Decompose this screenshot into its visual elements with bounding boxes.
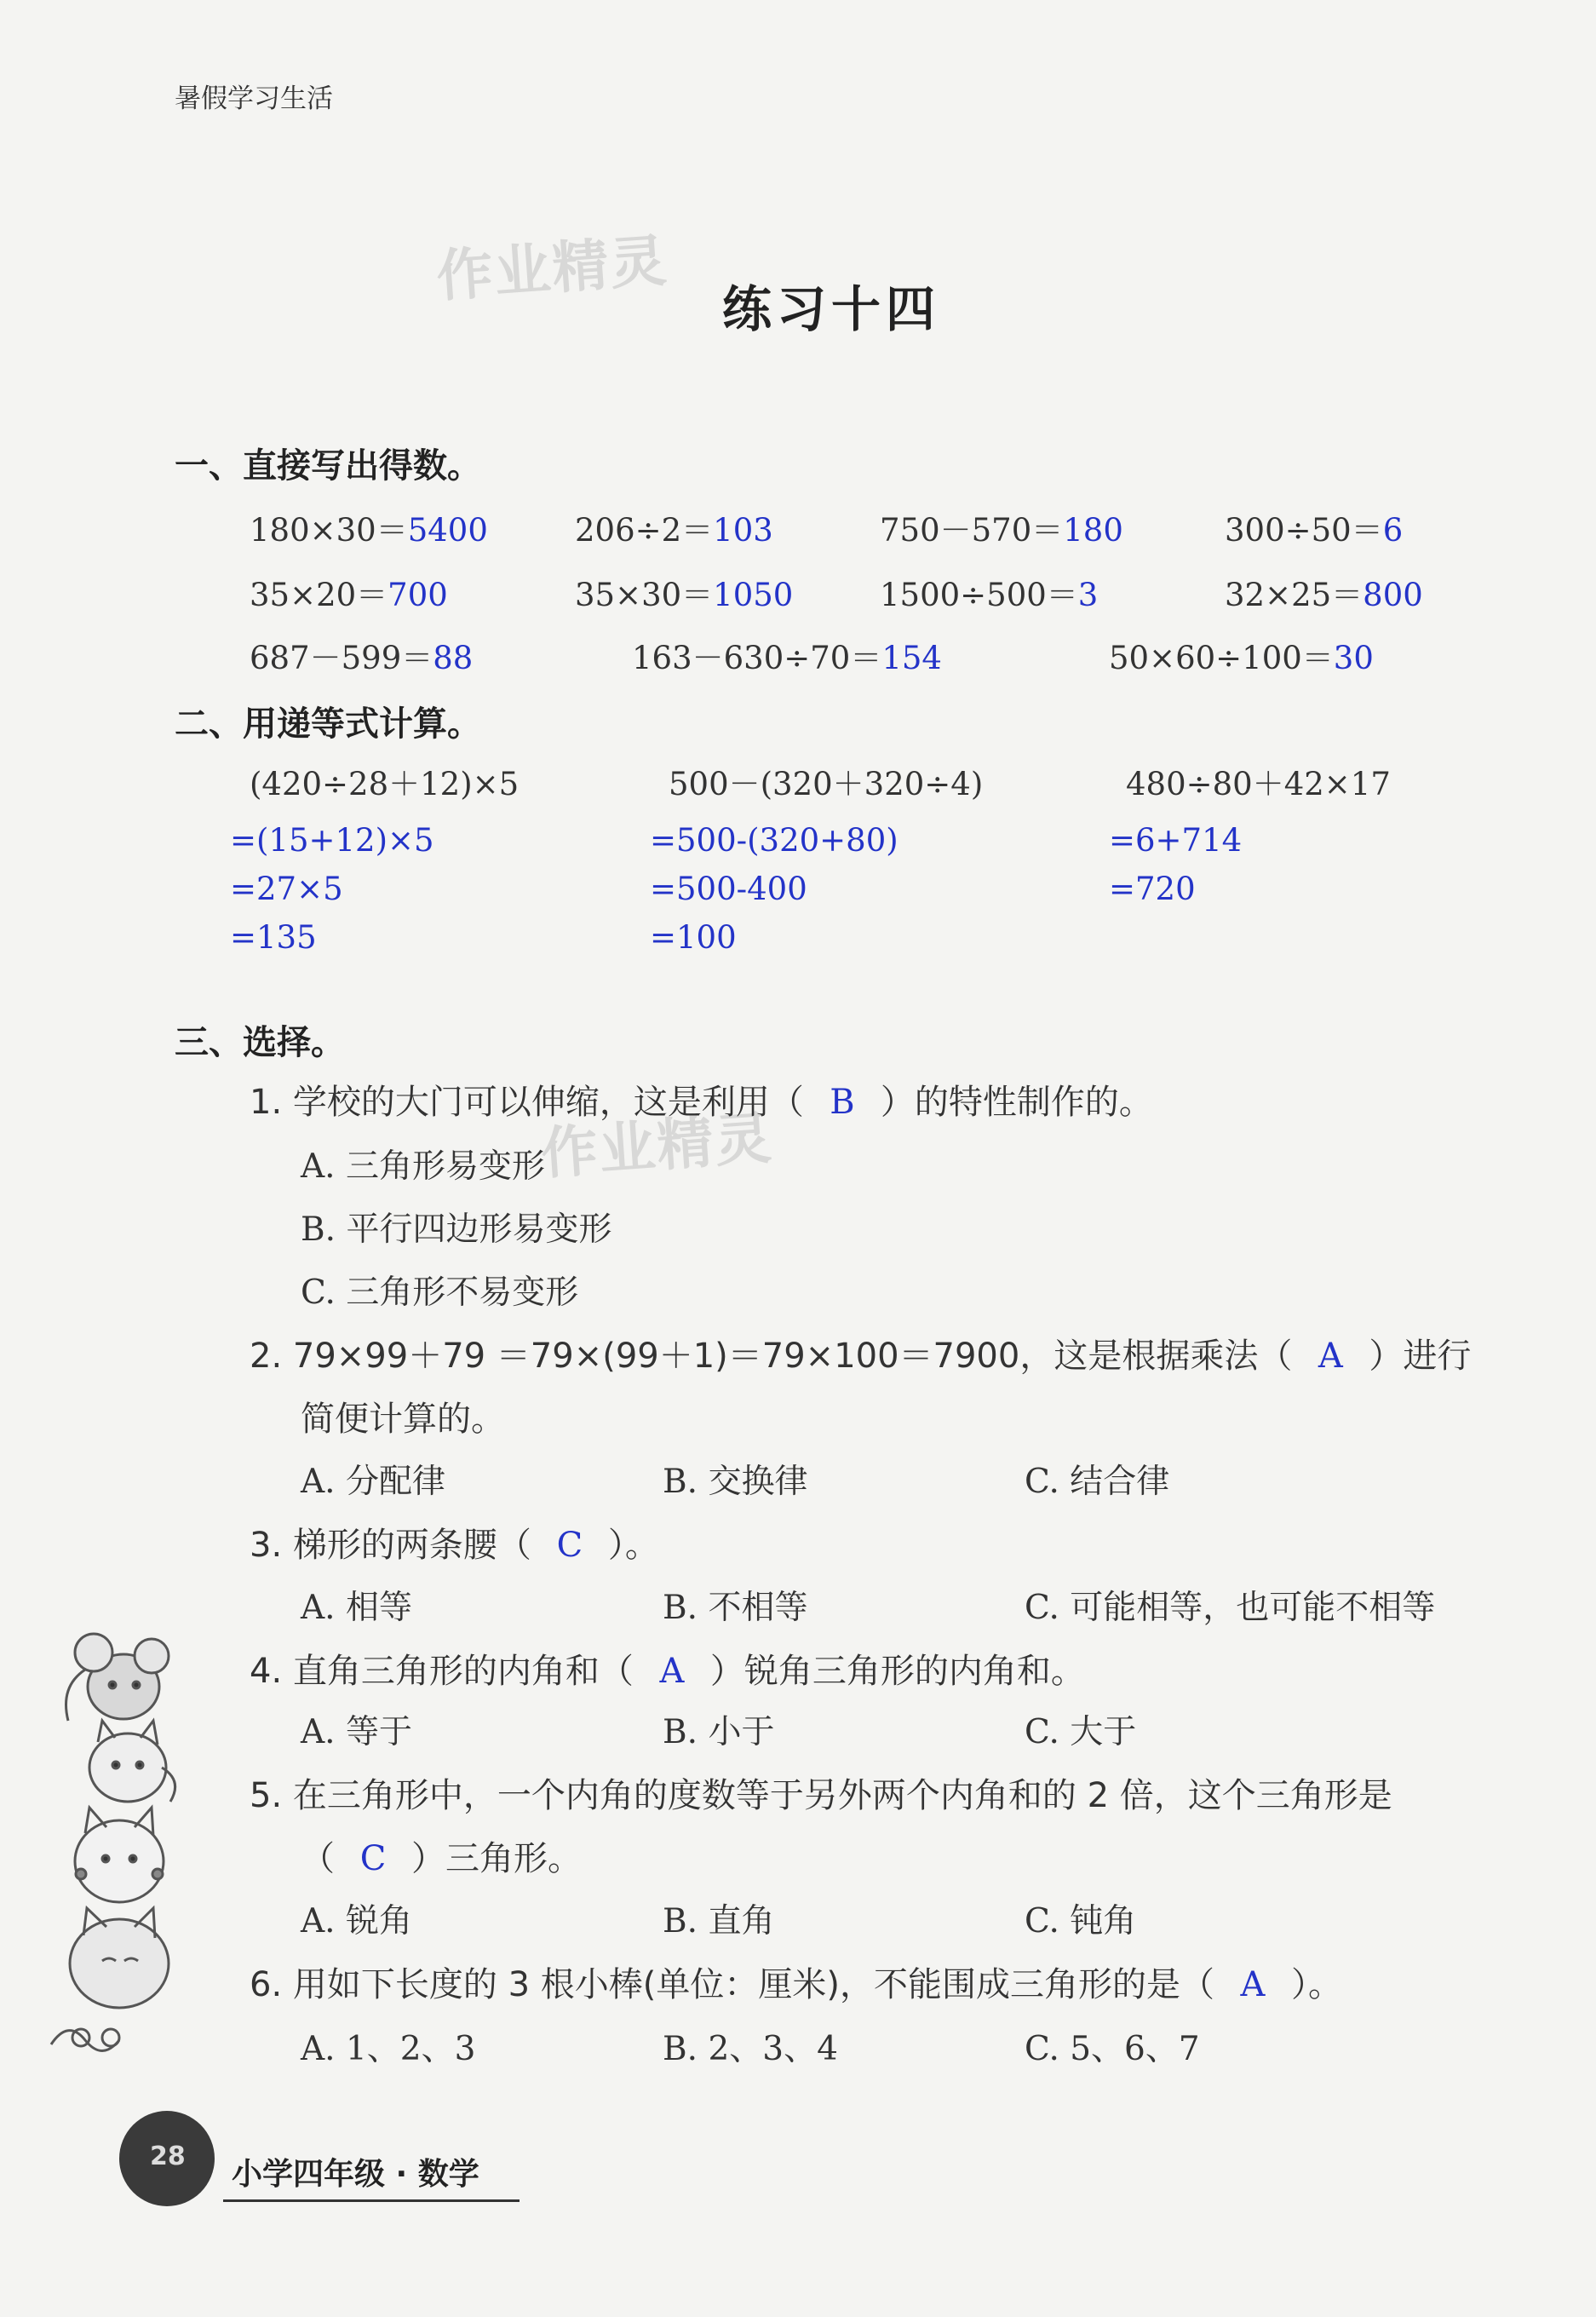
option: A. 相等	[301, 1589, 412, 1627]
page-number: 28	[150, 2142, 186, 2171]
answer: C	[556, 1526, 583, 1565]
question-3: 3. 梯形的两条腰（ C ）。	[250, 1526, 659, 1565]
option: A. 三角形易变形	[301, 1147, 545, 1186]
calc-item: 750－570＝180	[880, 512, 1123, 549]
section-heading-3: 三、选择。	[175, 1023, 345, 1062]
expression: (420÷28＋12)×5	[250, 766, 520, 802]
expression: 480÷80＋42×17	[1126, 766, 1391, 802]
question-5-continued: （ C ）三角形。	[301, 1839, 582, 1878]
expression: 500－(320＋320÷4)	[669, 766, 984, 802]
option: B. 直角	[663, 1902, 775, 1940]
solution-step: =500-(320+80)	[650, 822, 898, 859]
calc-item: 206÷2＝103	[575, 512, 773, 549]
header-label: 暑假学习生活	[175, 83, 333, 114]
cartoon-animals-icon	[34, 1618, 183, 2061]
option: B. 平行四边形易变形	[301, 1210, 612, 1249]
option: C. 可能相等，也可能不相等	[1025, 1589, 1436, 1627]
calc-item: 1500÷500＝3	[880, 577, 1099, 613]
solution-step: =500-400	[650, 871, 807, 907]
option: B. 小于	[663, 1713, 775, 1751]
footer-underline	[223, 2199, 520, 2202]
solution-step: =135	[230, 919, 317, 956]
answer: A	[659, 1652, 685, 1691]
answer: C	[359, 1839, 387, 1878]
calc-item: 687－599＝88	[250, 640, 474, 676]
solution-step: =720	[1109, 871, 1196, 907]
option: C. 结合律	[1025, 1463, 1170, 1501]
option: B. 不相等	[663, 1589, 808, 1627]
answer: A	[1318, 1337, 1343, 1376]
option: C. 三角形不易变形	[301, 1273, 579, 1312]
option: C. 钝角	[1025, 1902, 1137, 1940]
watermark: 作业精灵	[539, 1105, 775, 1187]
watermark: 作业精灵	[434, 227, 670, 310]
question-4: 4. 直角三角形的内角和（ A ）锐角三角形的内角和。	[250, 1652, 1085, 1691]
option: B. 交换律	[663, 1463, 808, 1501]
option: A. 等于	[301, 1713, 412, 1751]
section-heading-1: 一、直接写出得数。	[175, 446, 481, 486]
question-2: 2. 79×99＋79 ＝79×(99＋1)＝79×100＝7900，这是根据乘法（ A ）进行	[250, 1337, 1472, 1376]
question-1: 1. 学校的大门可以伸缩，这是利用（ B ）的特性制作的。	[250, 1083, 1153, 1122]
calc-item: 163－630÷70＝154	[632, 640, 942, 676]
calc-item: 32×25＝800	[1225, 577, 1423, 613]
option: A. 1、2、3	[301, 2030, 476, 2068]
question-5: 5. 在三角形中，一个内角的度数等于另外两个内角和的 2 倍，这个三角形是	[250, 1776, 1392, 1815]
solution-step: =6+714	[1109, 822, 1243, 859]
question-6: 6. 用如下长度的 3 根小棒(单位：厘米)，不能围成三角形的是（ A ）。	[250, 1965, 1342, 2004]
solution-step: =100	[650, 919, 737, 956]
solution-step: =(15+12)×5	[230, 822, 434, 859]
option: C. 大于	[1025, 1713, 1137, 1751]
footer-label: 小学四年级 · 数学	[232, 2157, 479, 2192]
calc-item: 300÷50＝6	[1225, 512, 1404, 549]
calc-item: 50×60÷100＝30	[1109, 640, 1374, 676]
question-2-continued: 简便计算的。	[301, 1400, 505, 1439]
option: A. 锐角	[301, 1902, 412, 1940]
solution-step: =27×5	[230, 871, 343, 907]
calc-item: 35×30＝1050	[575, 577, 794, 613]
answer: A	[1240, 1965, 1266, 2004]
option: A. 分配律	[301, 1463, 445, 1501]
option: C. 5、6、7	[1025, 2030, 1200, 2068]
page-title: 练习十四	[722, 280, 941, 338]
calc-item: 180×30＝5400	[250, 512, 488, 549]
option: B. 2、3、4	[663, 2030, 838, 2068]
calc-item: 35×20＝700	[250, 577, 448, 613]
answer: B	[830, 1083, 855, 1122]
section-heading-2: 二、用递等式计算。	[175, 704, 481, 744]
